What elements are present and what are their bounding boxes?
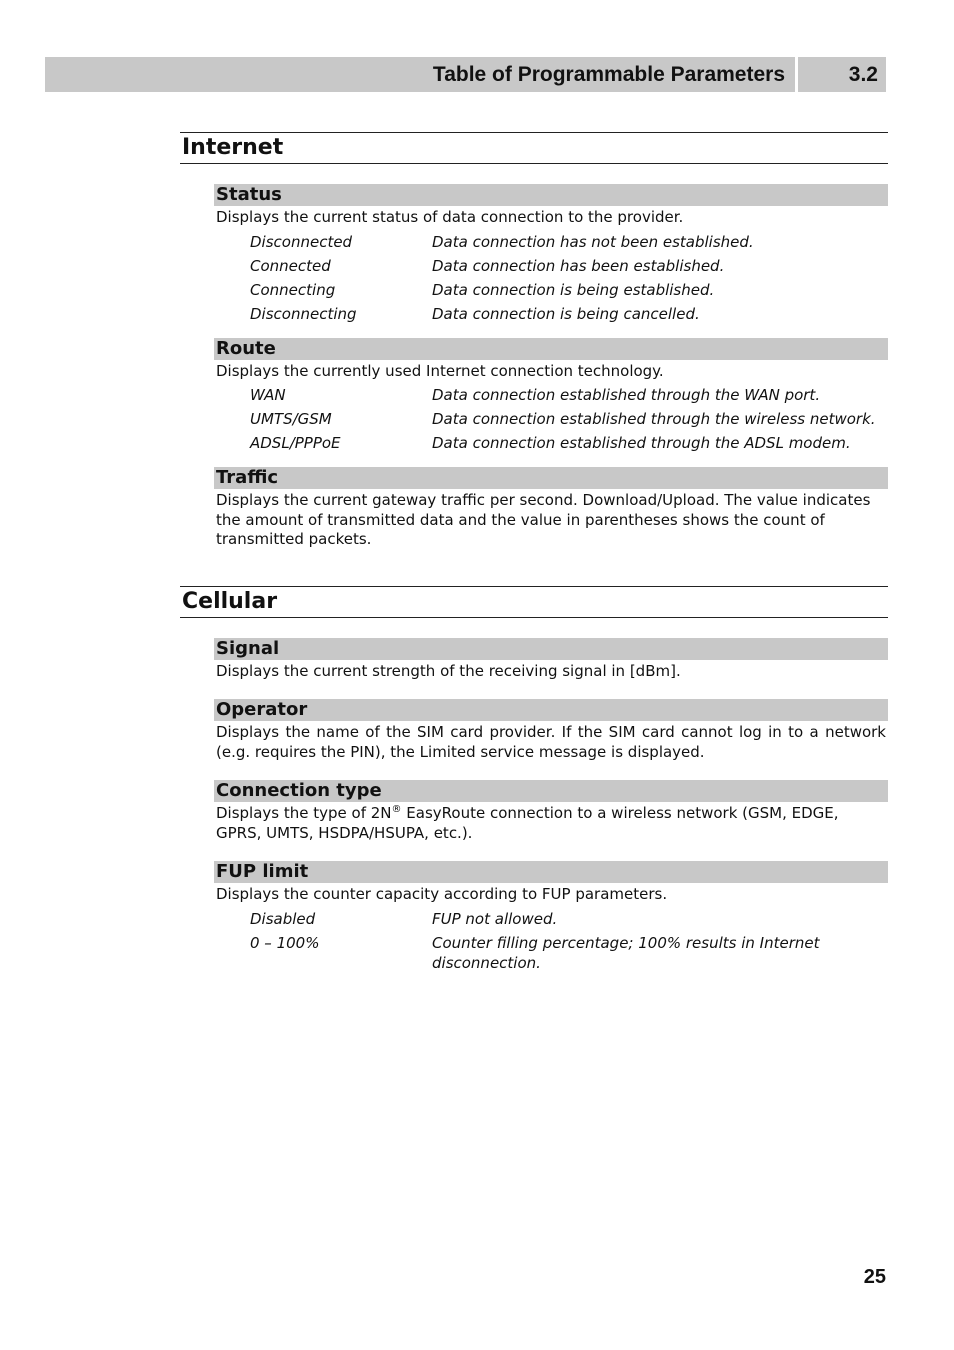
header-section-number: 3.2 <box>848 63 878 86</box>
option-description: FUP not allowed. <box>432 909 558 928</box>
page-content <box>180 132 888 977</box>
option-name: ADSL/PPPoE <box>250 434 341 452</box>
registered-mark: ® <box>391 804 402 815</box>
param-traffic <box>214 467 888 550</box>
param-title: Traffic <box>216 467 279 488</box>
option-row <box>214 232 888 252</box>
option-name: 0 – 100% <box>250 933 320 952</box>
param-title: FUP limit <box>216 861 309 882</box>
description-text: EasyRoute connection to a wireless network (GSM, EDGE, GPRS, UMTS, HSDPA/HSUPA, etc.). <box>216 804 839 842</box>
option-description: Data connection has not been established. <box>432 232 754 251</box>
param-heading-bar <box>214 467 888 489</box>
option-row <box>214 909 888 929</box>
option-row <box>214 933 888 973</box>
option-list <box>214 385 888 453</box>
option-description: Data connection is being established. <box>432 280 715 299</box>
option-name: Connected <box>250 256 331 275</box>
param-title: Route <box>216 337 276 359</box>
param-heading-bar <box>214 861 888 883</box>
param-title: Operator <box>216 699 308 720</box>
option-description: Data connection has been established. <box>432 256 725 275</box>
param-heading-bar <box>214 638 888 660</box>
option-name: Connecting <box>250 280 336 299</box>
section-heading-internet <box>180 132 888 164</box>
option-name: Disconnected <box>250 232 353 251</box>
description-text: Displays the type of 2N <box>216 804 392 822</box>
option-list <box>214 232 888 324</box>
option-description: Data connection established through the wireless network. <box>432 410 876 428</box>
section-title: Cellular <box>182 588 278 614</box>
param-description: Displays the name of the SIM card provider. If the SIM card cannot log in to a network (e.g. requires the PIN), the Limited service message is displayed. <box>216 723 886 761</box>
option-description: Data connection established through the ADSL modem. <box>432 434 851 452</box>
param-description: Displays the current status of data connection to the provider. <box>216 208 684 226</box>
param-title: Connection type <box>216 780 382 801</box>
option-row <box>214 280 888 300</box>
param-signal <box>214 638 888 682</box>
param-heading-bar <box>214 338 888 360</box>
option-row <box>214 385 888 405</box>
section-title: Internet <box>182 135 284 160</box>
header-title-box <box>45 57 795 92</box>
param-description: Displays the currently used Internet connection technology. <box>216 361 664 380</box>
option-name: UMTS/GSM <box>250 410 332 428</box>
param-description: Displays the current gateway traffic per second. Download/Upload. The value indicates the amount of transmitted data and the value in parentheses shows the count of transmitted packets. <box>216 491 871 548</box>
option-description: Data connection is being cancelled. <box>432 304 700 323</box>
param-operator <box>214 699 888 762</box>
param-title: Status <box>216 184 282 205</box>
param-description: Displays the current strength of the receiving signal in [dBm]. <box>216 661 681 680</box>
option-name: WAN <box>250 386 286 404</box>
option-row <box>214 304 888 324</box>
option-row <box>214 409 888 429</box>
param-description: Displays the counter capacity according to FUP parameters. <box>216 885 668 903</box>
option-name: Disabled <box>250 909 316 928</box>
param-heading-bar <box>214 184 888 206</box>
header-title: Table of Programmable Parameters <box>432 63 785 86</box>
section-heading-cellular <box>180 586 888 618</box>
option-row <box>214 256 888 276</box>
param-title: Signal <box>216 637 280 659</box>
param-heading-bar <box>214 699 888 721</box>
option-name: Disconnecting <box>250 304 357 323</box>
param-fup-limit <box>214 861 888 973</box>
param-route <box>214 338 888 454</box>
header-section-box <box>798 57 886 92</box>
param-heading-bar <box>214 780 888 802</box>
running-header <box>45 57 886 92</box>
option-description: Counter filling percentage; 100% results in Internet disconnection. <box>432 933 820 972</box>
param-connection-type <box>214 780 888 843</box>
option-list <box>214 909 888 973</box>
option-description: Data connection established through the WAN port. <box>432 386 821 404</box>
param-status <box>214 184 888 324</box>
param-description <box>216 804 888 843</box>
page-number: 25 <box>863 1266 886 1288</box>
option-row <box>214 433 888 453</box>
